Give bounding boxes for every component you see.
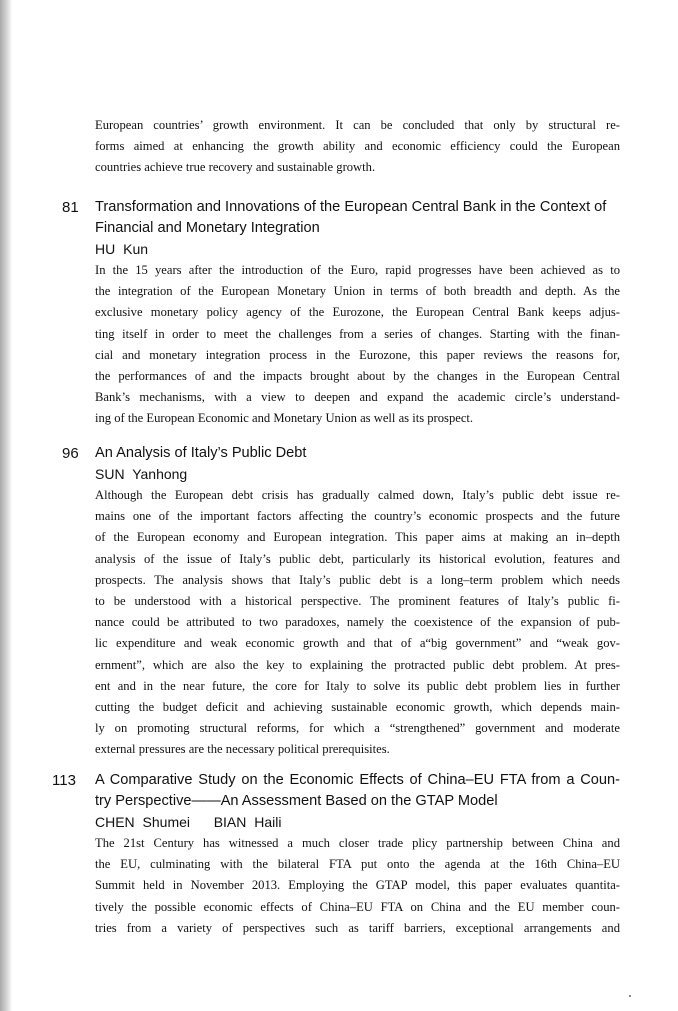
entry-title[interactable]	[95, 197, 620, 239]
abstract-line: ent and in the near future, the core for Italy to solve its public debt problem lies in further	[95, 678, 620, 693]
entry-body	[95, 443, 620, 761]
entry-author: SUN Yanhong	[95, 466, 188, 482]
abstract-line: exclusive monetary policy agency of the Eurozone, the European Central Bank keeps adjus-	[95, 305, 620, 320]
abstract-line: ly on promoting structural reforms, for which a “strengthened” government and moderate	[95, 721, 620, 736]
abstract-line: Although the European debt crisis has gradually calmed down, Italy’s public debt issue re-	[95, 488, 620, 502]
entry-abstract	[95, 833, 620, 939]
abstract-line: In the 15 years after the introduction of the Euro, rapid progresses have been achieved as to	[95, 263, 620, 277]
entry-abstract	[95, 485, 620, 761]
title-line: A Comparative Study on the Economic Effects of China–EU FTA from a Coun-	[95, 772, 620, 788]
continued-abstract	[95, 115, 620, 179]
title-line: An Analysis of Italy’s Public Debt	[95, 445, 307, 461]
scan-speck	[629, 995, 631, 997]
title-line: Transformation and Innovations of the European Central Bank in the Context of	[95, 199, 607, 215]
entry-author: CHEN Shumei BIAN Haili	[95, 814, 282, 830]
abstract-line: ting itself in order to meet the challenges from a series of changes. Starting with the finan-	[95, 326, 620, 341]
abstract-line: Bank’s mechanisms, with a view to deepen and expand the academic circle’s understand-	[95, 390, 620, 405]
entry-body	[95, 770, 620, 939]
abstract-line: tries from a variety of perspectives such as tariff barriers, exceptional arrangements and	[95, 920, 620, 935]
entry-page-number: 81	[62, 199, 79, 216]
abstract-line: the EU, culminating with the bilateral FTA put onto the agenda at the 16th China–EU	[95, 857, 620, 872]
abstract-line: ernment”, which are also the key to explaining the protracted public debt problem. At pres-	[95, 657, 620, 672]
abstract-line: cutting the budget deficit and achieving sustainable economic growth, which depends main-	[95, 700, 620, 715]
abstract-line: the integration of the European Monetary Union in terms of both breadth and depth. As the	[95, 284, 620, 299]
abstract-line: lic expenditure and weak economic growth and that of a“big government” and “weak gov-	[95, 636, 620, 651]
entry-title[interactable]	[95, 443, 620, 464]
abstract-line: European countries’ growth environment. It can be concluded that only by structural re-	[95, 118, 620, 132]
abstract-line: forms aimed at enhancing the growth ability and economic efficiency could the European	[95, 139, 620, 154]
entry-page-number: 96	[62, 445, 79, 462]
abstract-line: ing of the European Economic and Monetary Union as well as its prospect.	[95, 411, 474, 426]
abstract-line: prospects. The analysis shows that Italy’s public debt is a long–term problem which needs	[95, 572, 620, 587]
abstract-line: mains one of the important factors affecting the country’s economic prospects and the future	[95, 509, 620, 524]
abstract-line: of the European economy and European integration. This paper aims at making an in–depth	[95, 530, 620, 545]
abstract-line: Summit held in November 2013. Employing the GTAP model, this paper evaluates quantita-	[95, 878, 620, 893]
entry-author: HU Kun	[95, 241, 149, 257]
abstract-line: cial and monetary integration process in the Eurozone, this paper reviews the reasons for,	[95, 347, 620, 362]
abstract-line: analysis of the issue of Italy’s public debt, particularly its historical evolution, features and	[95, 551, 620, 566]
title-line: Financial and Monetary Integration	[95, 220, 320, 236]
abstract-line: The 21st Century has witnessed a much closer trade plicy partnership between China and	[95, 836, 620, 850]
entry-abstract	[95, 260, 620, 430]
entry-page-number: 113	[52, 772, 76, 789]
abstract-line: tively the possible economic effects of China–EU FTA on China and the EU member coun-	[95, 899, 620, 914]
entry-title[interactable]	[95, 770, 620, 812]
abstract-line: countries achieve true recovery and sustainable growth.	[95, 160, 376, 175]
title-line: try Perspective——An Assessment Based on the GTAP Model	[95, 793, 498, 809]
abstract-line: external pressures are the necessary political prerequisites.	[95, 742, 390, 757]
abstract-line: nance could be attributed to two paradoxes, namely the coexistence of the expansion of pub-	[95, 615, 620, 630]
abstract-line: the performances of and the impacts brought about by the changes in the European Central	[95, 369, 620, 384]
entry-body	[95, 197, 620, 430]
abstract-line: to be understood with a historical perspective. The prominent features of Italy’s public fi-	[95, 594, 620, 609]
